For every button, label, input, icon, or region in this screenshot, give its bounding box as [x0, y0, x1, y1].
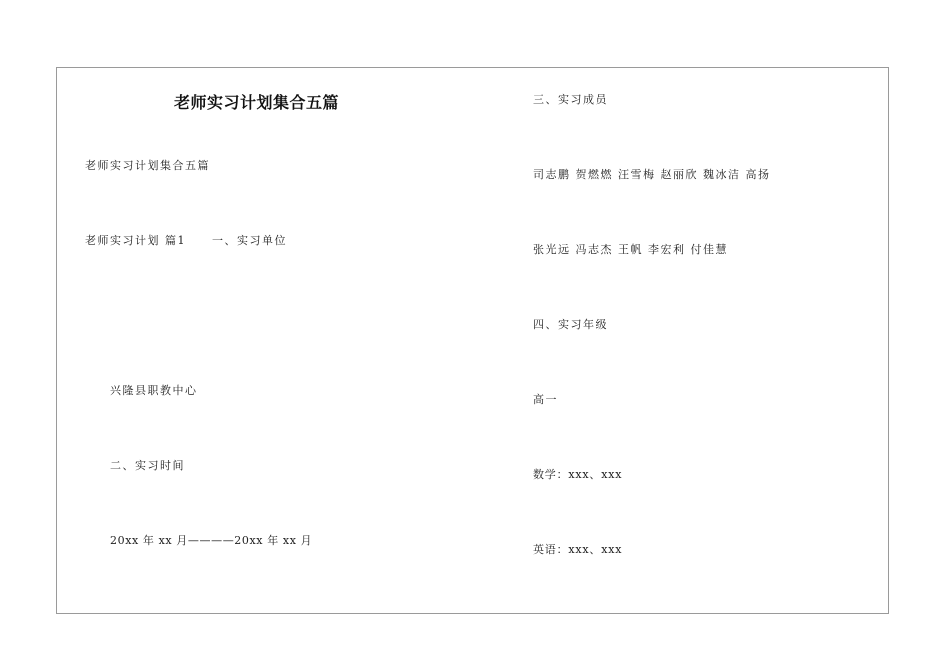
grade-value: 高一: [533, 393, 558, 406]
members-line-2: 张光远 冯志杰 王帆 李宏利 付佳慧: [533, 243, 728, 256]
document-title: 老师实习计划集合五篇: [174, 93, 340, 112]
plan-heading: 老师实习计划 篇1: [85, 234, 186, 247]
section1-body: 兴隆县职教中心: [110, 384, 198, 397]
members-line-1: 司志鹏 贺燃燃 汪雪梅 赵丽欣 魏冰洁 高扬: [533, 168, 771, 181]
section4-heading: 四、实习年级: [533, 318, 608, 331]
english-teachers: 英语：xxx、xxx: [533, 543, 623, 556]
page-frame: [56, 67, 889, 614]
document-subtitle: 老师实习计划集合五篇: [85, 159, 210, 172]
math-teachers: 数学：xxx、xxx: [533, 468, 623, 481]
section3-heading: 三、实习成员: [533, 93, 608, 106]
section1-heading: 一、实习单位: [212, 234, 287, 247]
plan-heading-row: [85, 234, 287, 248]
section2-heading: 二、实习时间: [110, 459, 185, 472]
section2-body: 20xx 年 xx 月————20xx 年 xx 月: [110, 534, 313, 547]
